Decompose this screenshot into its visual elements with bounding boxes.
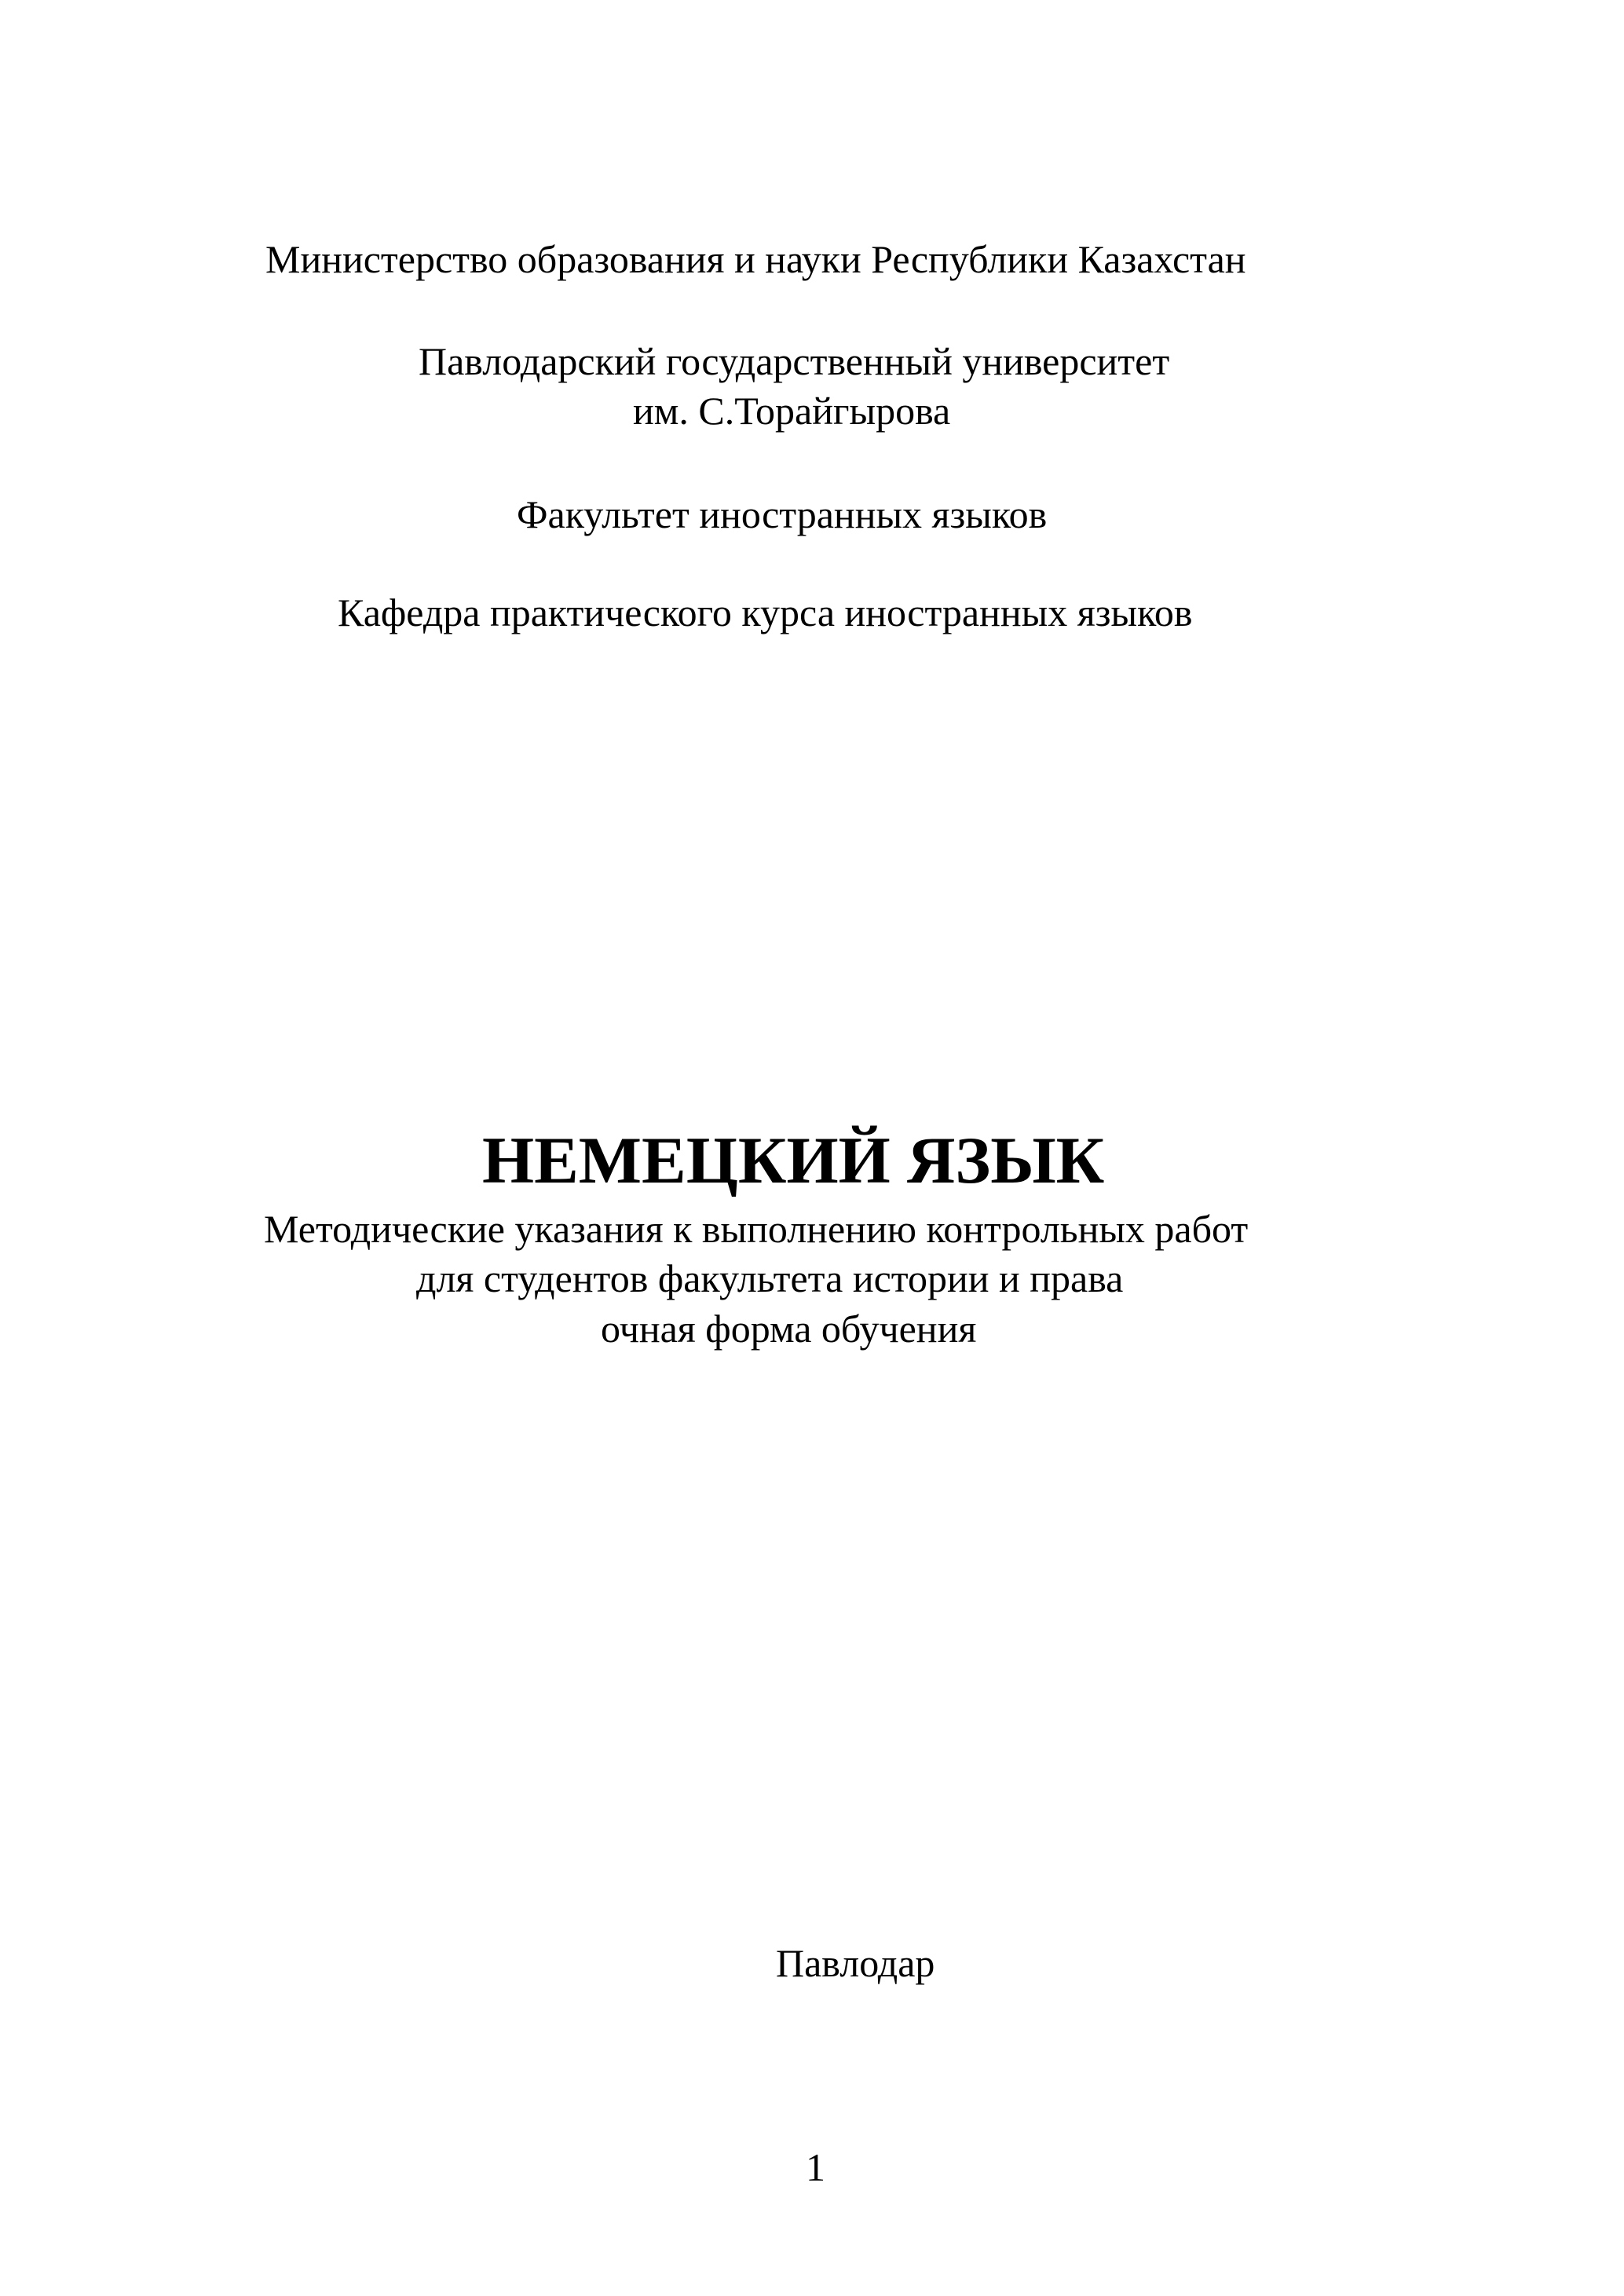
page-number: 1 xyxy=(806,2145,825,2189)
university-name-line2: им. С.Торайгырова xyxy=(633,389,951,433)
ministry-name: Министерство образования и науки Республики Казахстан xyxy=(265,237,1246,281)
publication-city: Павлодар xyxy=(776,1941,935,1985)
subtitle-line3: очная форма обучения xyxy=(601,1307,977,1351)
subtitle-line2: для студентов факультета истории и права xyxy=(416,1256,1124,1300)
faculty-name: Факультет иностранных языков xyxy=(517,492,1048,536)
department-name: Кафедра практического курса иностранных языков xyxy=(338,590,1193,634)
subtitle-line1: Методические указания к выполнению контрольных работ xyxy=(264,1207,1249,1251)
document-title: НЕМЕЦКИЙ ЯЗЫК xyxy=(482,1124,1105,1197)
university-name-line1: Павлодарский государственный университет xyxy=(419,339,1170,383)
